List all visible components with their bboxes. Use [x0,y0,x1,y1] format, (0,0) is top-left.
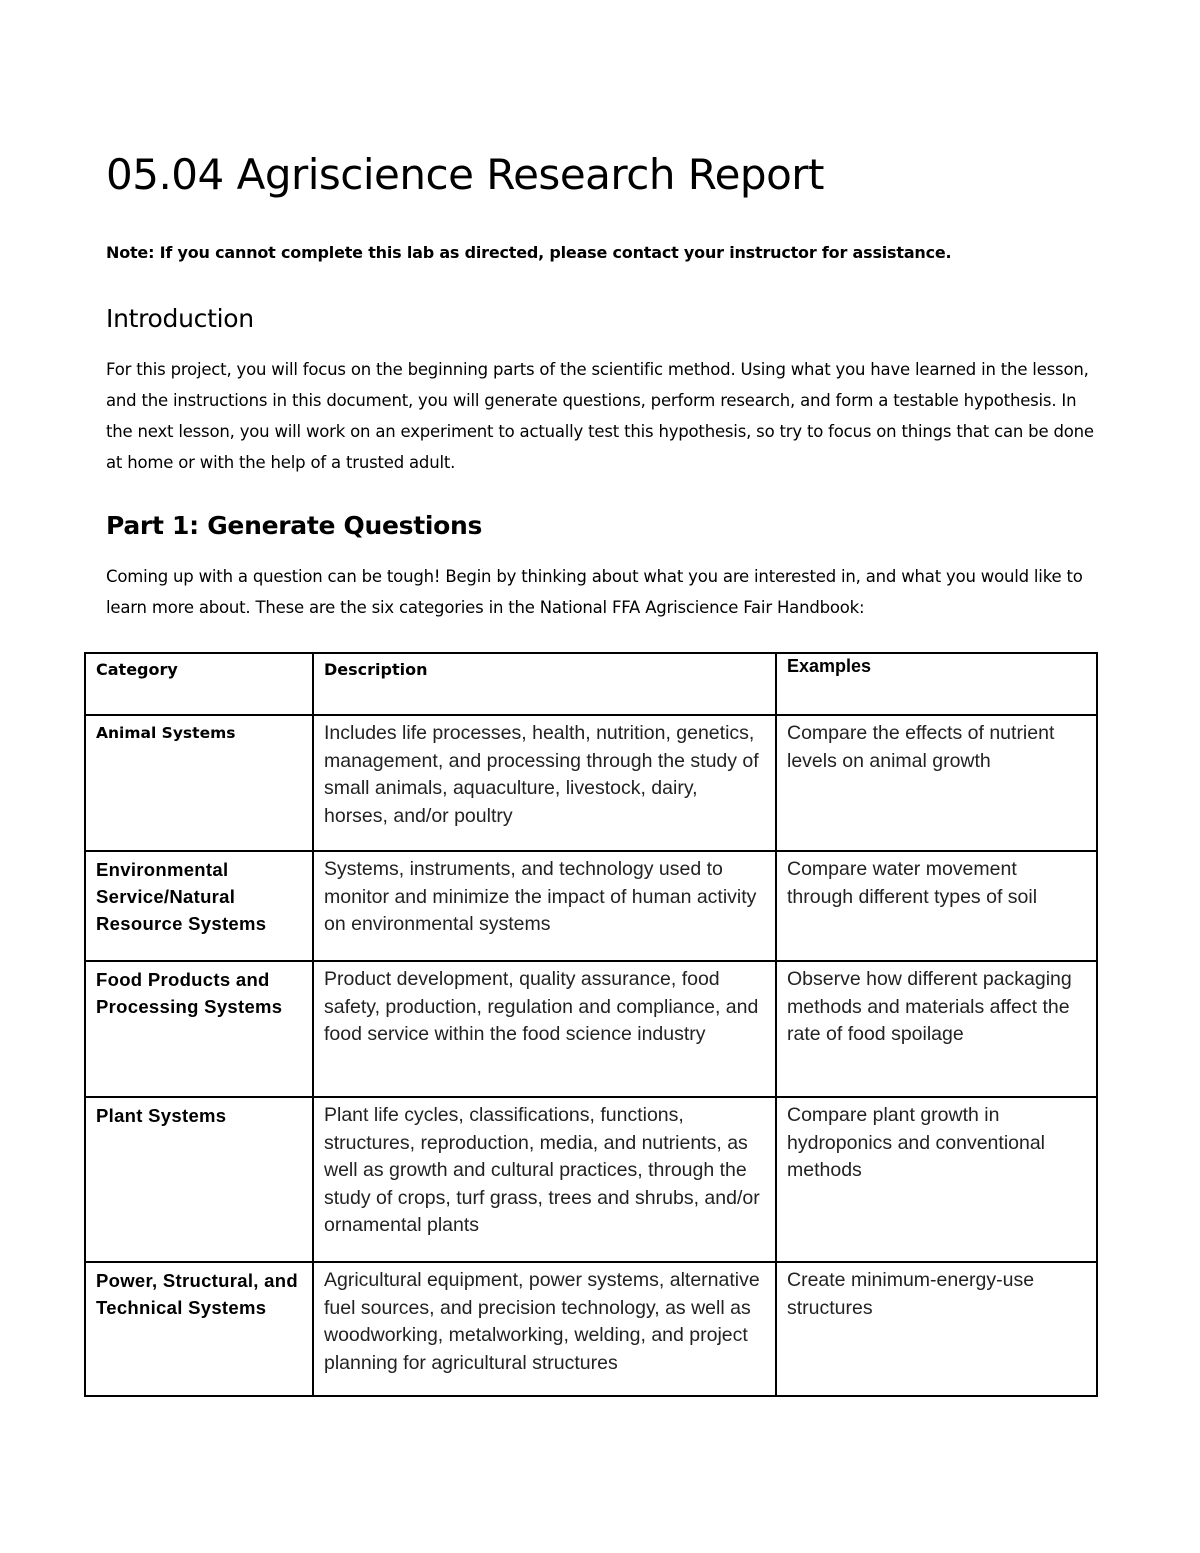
category-description: Includes life processes, health, nutrition, genetics, management, and processing through the study of small animals, aquaculture, livestock, dairy, horses, and/or poultry [324,722,759,827]
table-row [85,851,1097,961]
table-row [85,1262,1097,1396]
category-name: Animal Systems [96,724,236,742]
category-name: Plant Systems [96,1105,227,1126]
category-description: Product development, quality assurance, food safety, production, regulation and compliance, and food service within the food science industry [324,968,759,1045]
header-description: Description [313,653,776,715]
category-description: Agricultural equipment, power systems, alternative fuel sources, and precision technology, as well as woodworking, metalworking, welding, and project planning for agricultural structures [324,1269,760,1374]
introduction-text: For this project, you will focus on the beginning parts of the scientific method. Using what you have learned in the lesson, and the instructions in this document, you will generate questions, perform research, and form a testable hypothesis. In the next lesson, you will work on an experiment to actually test this hypothesis, so try to focus on things that can be done at home or with the help of a trusted adult. [106,360,1094,472]
table-row [85,1097,1097,1262]
introduction-heading: Introduction [106,304,254,333]
table-row [85,715,1097,851]
part1-heading: Part 1: Generate Questions [106,511,483,540]
table-row [85,961,1097,1097]
category-description: Plant life cycles, classifications, functions, structures, reproduction, media, and nutrients, as well as growth and cultural practices, through the study of crops, turf grass, trees and shrubs, and/or ornamental plants [324,1104,760,1236]
category-name: Power, Structural, and Technical Systems [96,1270,298,1318]
document-title: 05.04 Agriscience Research Report [106,150,825,199]
part1-text: Coming up with a question can be tough! Begin by thinking about what you are interested in, and what you would like to learn more about. These are the six categories in the National FFA Agriscience Fair Handbook: [106,567,1083,617]
category-name: Environmental Service/Natural Resource Systems [96,859,267,934]
category-example: Compare water movement through different types of soil [787,858,1038,908]
category-example: Create minimum-energy-use structures [787,1269,1035,1319]
category-example: Compare the effects of nutrient levels on animal growth [787,722,1055,772]
category-description: Systems, instruments, and technology used to monitor and minimize the impact of human activity on environmental systems [324,858,757,935]
assistance-note: Note: If you cannot complete this lab as directed, please contact your instructor for assistance. [106,243,952,262]
category-example: Compare plant growth in hydroponics and conventional methods [787,1104,1046,1181]
categories-table [84,652,1098,1397]
category-example: Observe how different packaging methods and materials affect the rate of food spoilage [787,968,1072,1045]
category-name: Food Products and Processing Systems [96,969,283,1017]
header-examples: Examples [776,653,1097,715]
header-category: Category [85,653,313,715]
table-header-row [85,653,1097,715]
